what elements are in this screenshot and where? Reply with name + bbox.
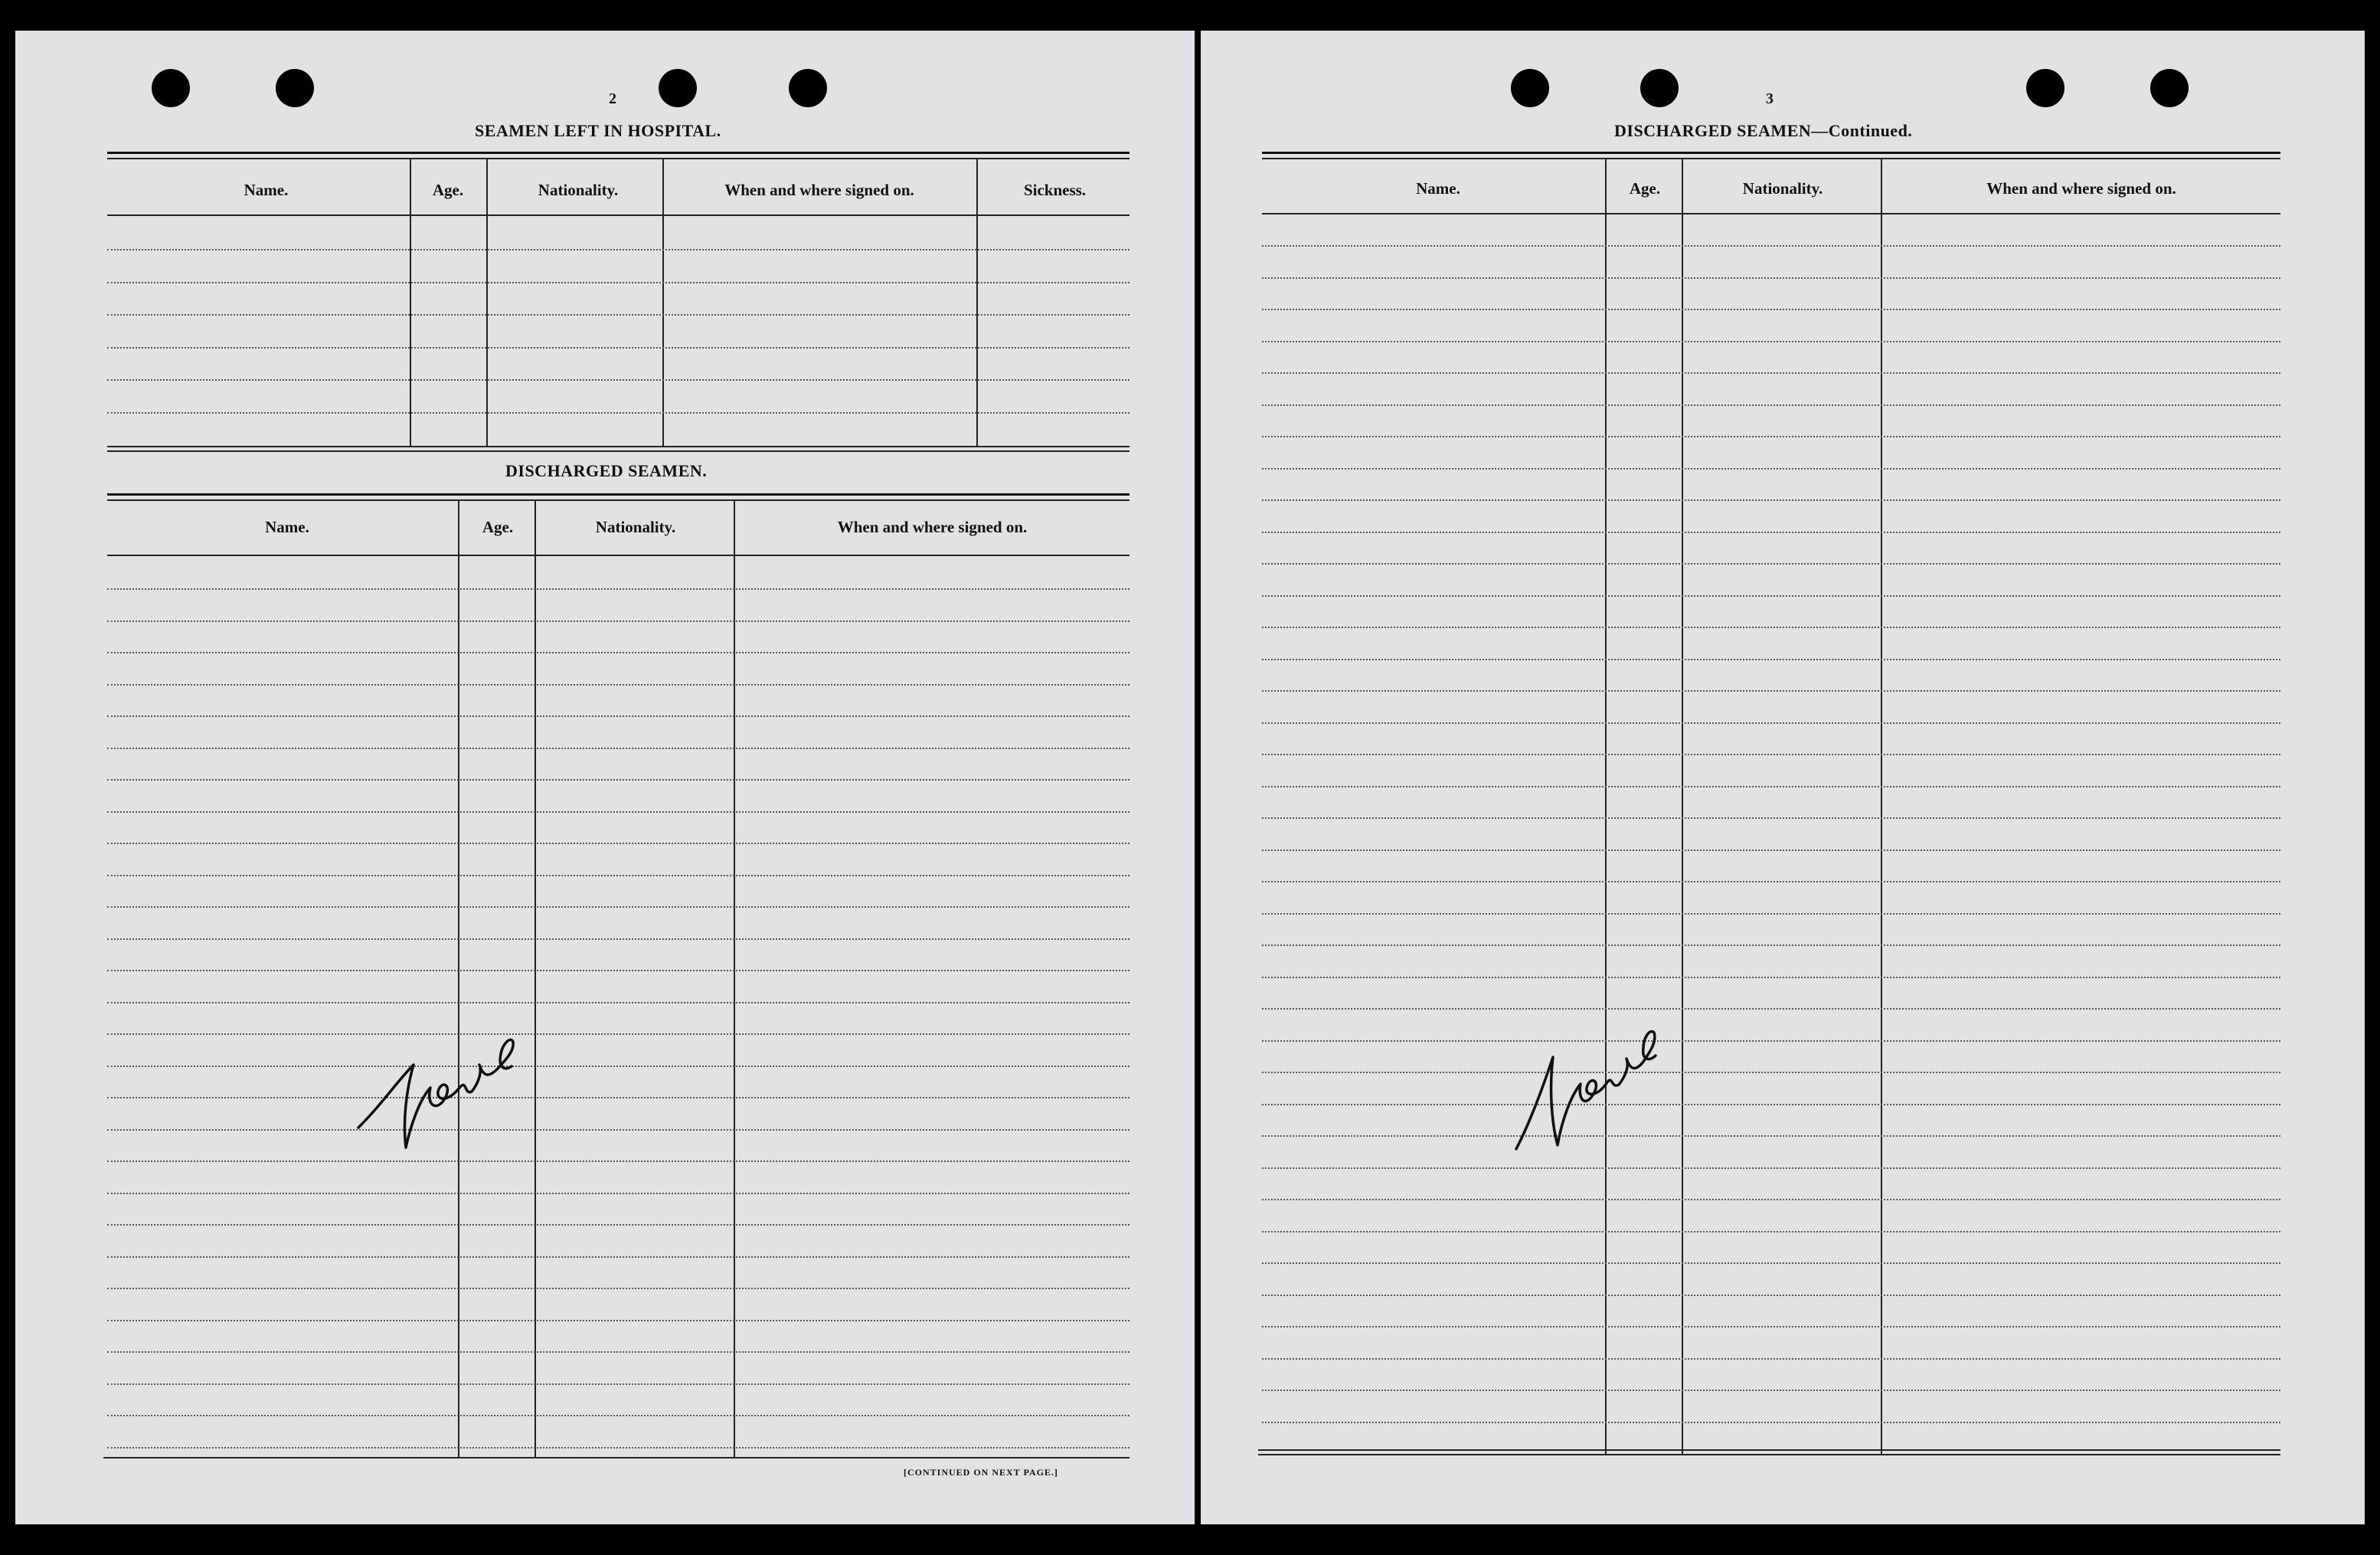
table-row-line xyxy=(1262,1390,2280,1391)
table-row-line xyxy=(107,906,1130,908)
table-row-line xyxy=(1262,690,2280,692)
discharged-col-age: Age. xyxy=(482,518,514,536)
table-row-line xyxy=(1262,341,2280,342)
continued-note: [CONTINUED ON NEXT PAGE.] xyxy=(904,1467,1058,1478)
hospital-col-age: Age. xyxy=(432,181,464,199)
table-row-line xyxy=(107,1066,1130,1067)
table-row-line xyxy=(1262,1008,2280,1010)
table-row-line xyxy=(107,1351,1130,1353)
table-row-line xyxy=(107,652,1130,653)
hospital-row-line xyxy=(107,282,1130,283)
continued-table-bottom-rule-2 xyxy=(1258,1454,2280,1455)
discharged-col-divider xyxy=(734,501,735,1457)
hospital-table-bottom-rule xyxy=(107,446,1130,447)
table-row-line xyxy=(1262,944,2280,946)
table-row-line xyxy=(107,1383,1130,1385)
discharged-header-rule xyxy=(107,555,1130,556)
hospital-row-line xyxy=(107,314,1130,316)
hospital-row-line xyxy=(107,379,1130,381)
punch-hole xyxy=(659,69,697,107)
continued-table-top-rule-2 xyxy=(1262,158,2280,159)
hospital-col-divider xyxy=(662,159,664,446)
table-row-line xyxy=(107,588,1130,590)
table-row-line xyxy=(1262,1167,2280,1169)
hospital-col-name: Name. xyxy=(244,181,289,199)
table-row-line xyxy=(107,1097,1130,1098)
handwritten-none xyxy=(352,965,521,1157)
table-row-line xyxy=(1262,436,2280,437)
punch-hole xyxy=(789,69,827,107)
table-row-line xyxy=(1262,1040,2280,1042)
table-row-line xyxy=(1262,881,2280,882)
table-row-line xyxy=(107,620,1130,622)
table-row-line xyxy=(1262,1135,2280,1137)
table-row-line xyxy=(107,843,1130,844)
continued-col-divider xyxy=(1605,159,1607,1454)
table-row-line xyxy=(1262,786,2280,787)
table-row-line xyxy=(107,1193,1130,1194)
continued-table-bottom-rule xyxy=(1258,1449,2280,1451)
table-row-line xyxy=(1262,499,2280,501)
hospital-col-divider xyxy=(486,159,488,446)
page-number: 3 xyxy=(1766,90,1774,107)
punch-hole xyxy=(1511,69,1549,107)
right-page xyxy=(1201,31,2365,1524)
table-row-line xyxy=(1262,277,2280,279)
table-row-line xyxy=(1262,722,2280,724)
continued-col-age: Age. xyxy=(1629,179,1661,198)
discharged-table-bottom-rule xyxy=(103,1457,1130,1458)
discharged-continued-title xyxy=(1614,121,1912,141)
table-row-line xyxy=(1262,1422,2280,1423)
punch-hole xyxy=(152,69,190,107)
continued-col-divider xyxy=(1881,159,1882,1454)
punch-hole xyxy=(2150,69,2189,107)
hospital-section-title: SEAMEN LEFT IN HOSPITAL. xyxy=(475,121,721,140)
table-row-line xyxy=(1262,372,2280,374)
table-row-line xyxy=(107,811,1130,813)
discharged-col-signed-on: When and where signed on. xyxy=(837,518,1028,536)
continued-header-rule xyxy=(1262,213,2280,214)
table-row-line xyxy=(107,779,1130,781)
discharged-table-top-rule-2 xyxy=(107,499,1130,501)
table-row-line xyxy=(107,1161,1130,1162)
discharged-col-nationality: Nationality. xyxy=(595,518,676,536)
table-row-line xyxy=(107,875,1130,876)
table-row-line xyxy=(107,1415,1130,1416)
table-row-line xyxy=(1262,754,2280,755)
table-row-line xyxy=(107,970,1130,971)
discharged-table-top-rule xyxy=(107,493,1130,496)
table-row-line xyxy=(107,1320,1130,1321)
discharged-continued-title-suffix: —Continued. xyxy=(1811,121,1913,140)
table-row-line xyxy=(107,1129,1130,1131)
table-row-line xyxy=(1262,468,2280,470)
hospital-table-bottom-rule-2 xyxy=(107,450,1130,452)
table-row-line xyxy=(1262,1199,2280,1200)
hospital-col-divider xyxy=(410,159,411,446)
table-row-line xyxy=(107,1447,1130,1449)
hospital-col-divider xyxy=(976,159,978,446)
hospital-col-nationality: Nationality. xyxy=(538,181,619,199)
table-row-line xyxy=(107,938,1130,940)
continued-col-name: Name. xyxy=(1416,179,1460,198)
table-row-line xyxy=(1262,1104,2280,1105)
hospital-col-sickness: Sickness. xyxy=(1023,181,1087,199)
discharged-col-name: Name. xyxy=(265,518,309,536)
table-row-line xyxy=(1262,1231,2280,1233)
hospital-table-top-rule xyxy=(107,152,1130,154)
table-row-line xyxy=(107,748,1130,749)
table-row-line xyxy=(107,1224,1130,1226)
table-row-line xyxy=(1262,659,2280,660)
discharged-col-divider xyxy=(535,501,536,1457)
table-row-line xyxy=(1262,1326,2280,1327)
punch-hole xyxy=(2026,69,2065,107)
punch-hole xyxy=(276,69,314,107)
table-row-line xyxy=(1262,245,2280,247)
table-row-line xyxy=(107,684,1130,686)
table-row-line xyxy=(107,1256,1130,1258)
handwritten-none xyxy=(1507,958,1660,1164)
continued-col-signed-on: When and where signed on. xyxy=(1986,179,2176,198)
table-row-line xyxy=(1262,977,2280,978)
continued-col-nationality: Nationality. xyxy=(1742,179,1823,198)
page-number: 2 xyxy=(609,90,616,107)
table-row-line xyxy=(107,715,1130,717)
table-row-line xyxy=(1262,1358,2280,1360)
table-row-line xyxy=(1262,595,2280,597)
left-page xyxy=(15,31,1195,1524)
table-row-line xyxy=(1262,532,2280,533)
hospital-row-line xyxy=(107,412,1130,414)
discharged-continued-title-main: DISCHARGED SEAMEN xyxy=(1614,121,1812,140)
table-row-line xyxy=(107,1288,1130,1289)
table-row-line xyxy=(1262,913,2280,915)
hospital-col-signed-on: When and where signed on. xyxy=(724,181,914,199)
punch-hole xyxy=(1640,69,1679,107)
continued-table-top-rule xyxy=(1262,152,2280,154)
table-row-line xyxy=(1262,627,2280,628)
discharged-section-title: DISCHARGED SEAMEN. xyxy=(505,461,708,480)
table-row-line xyxy=(1262,817,2280,819)
table-row-line xyxy=(1262,1262,2280,1264)
hospital-row-line xyxy=(107,347,1130,349)
table-row-line xyxy=(1262,563,2280,565)
table-row-line xyxy=(107,1033,1130,1035)
table-row-line xyxy=(1262,404,2280,406)
table-row-line xyxy=(1262,850,2280,851)
hospital-row-line xyxy=(107,249,1130,250)
table-row-line xyxy=(1262,1072,2280,1073)
table-row-line xyxy=(107,1002,1130,1003)
continued-col-divider xyxy=(1682,159,1683,1454)
table-row-line xyxy=(1262,1295,2280,1296)
table-row-line xyxy=(1262,309,2280,310)
